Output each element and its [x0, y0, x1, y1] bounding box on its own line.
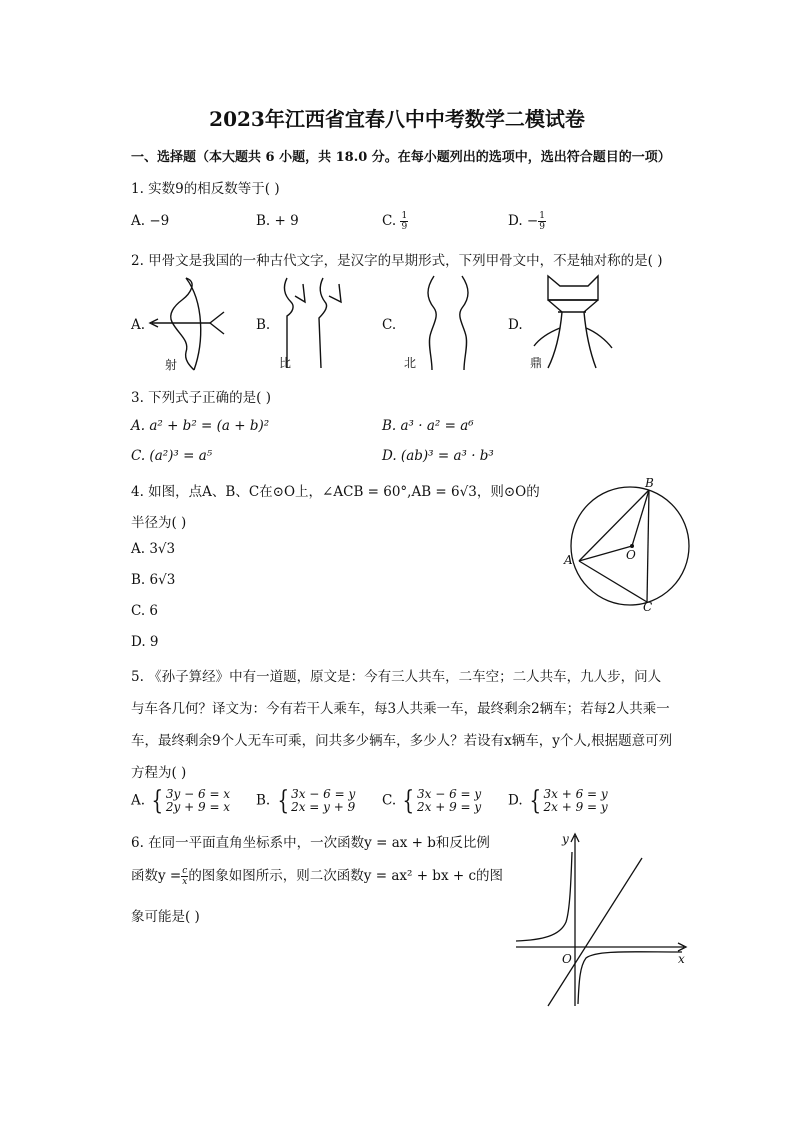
q5-option-d: D. { 3x + 6 = y 2x + 9 = y: [508, 786, 608, 816]
q1-option-d-label: D. −: [508, 213, 539, 229]
q1-option-d: [508, 211, 546, 232]
q3-option-c: C. (a²)³ = a⁵: [131, 448, 213, 464]
q6-line2-start: 函数y =: [131, 868, 182, 884]
point-label-b: B: [645, 476, 654, 490]
q4-option-d: D. 9: [131, 634, 159, 650]
point-label-a: A: [564, 553, 573, 567]
q3-option-b: B. a³ · a² = a⁶: [382, 418, 474, 434]
q5-line4: 方程为( ): [131, 765, 187, 781]
oracle-char-bi: 比: [279, 356, 292, 370]
q5-option-a-label: A.: [131, 792, 146, 809]
q5-option-a: A. { 3y − 6 = x 2y + 9 = x: [131, 786, 231, 816]
oracle-char-she: 射: [165, 358, 178, 372]
q5-line1: 5. 《孙子算经》中有一道题，原文是：今有三人共车，二车空；二人共车，九人步，问人: [131, 669, 662, 685]
q1-stem: 1. 实数9的相反数等于( ): [131, 181, 280, 197]
point-label-o: O: [626, 548, 636, 562]
q1-option-d-fraction: $\frac{1}{9}$: [539, 211, 545, 232]
q5-option-c-label: C.: [382, 792, 397, 809]
q6-line2-end: 的图象如图所示，则二次函数y = ax² + bx + c的图: [188, 868, 504, 884]
q3-stem: 3. 下列式子正确的是( ): [131, 390, 271, 406]
oracle-glyph-ding-icon: [530, 272, 620, 372]
circle-diagram: [560, 476, 700, 616]
oracle-char-ding: 鼎: [530, 356, 543, 370]
q3-option-d: D. (ab)³ = a³ · b³: [382, 448, 494, 464]
q4-option-a: A. 3√3: [131, 541, 176, 557]
q2-stem: 2. 甲骨文是我国的一种古代文字，是汉字的早期形式，下列甲骨文中，不是轴对称的是( ): [131, 253, 663, 269]
q4-option-b: B. 6√3: [131, 572, 176, 588]
q4-option-c: C. 6: [131, 603, 159, 619]
q3-option-a: A. a² + b² = (a + b)²: [131, 418, 270, 434]
q6-line3: 象可能是( ): [131, 909, 200, 925]
point-label-c: C: [643, 600, 653, 614]
q5-line3: 车，最终剩余9个人无车可乘，问共多少辆车，多少人？若设有x辆车，y个人,根据题意可列: [131, 733, 673, 749]
oracle-glyph-she-icon: [146, 272, 236, 372]
q1-option-c-fraction: $\frac{1}{9}$: [401, 211, 408, 232]
q6-line1: 6. 在同一平面直角坐标系中，一次函数y = ax + b和反比例: [131, 835, 490, 851]
q1-option-a: A. −9: [131, 213, 170, 229]
q2-option-d: D.: [508, 317, 523, 333]
q6-line2: [131, 864, 503, 887]
section-heading: 一、选择题（本大题共 6 小题，共 18.0 分。在每小题列出的选项中，选出符合题目的一项）: [131, 150, 671, 165]
q6-fraction: $\frac{c}{x}$: [182, 866, 188, 887]
q5-option-d-label: D.: [508, 792, 523, 809]
q1-option-b: B. + 9: [256, 213, 299, 229]
page-title: 2023年江西省宜春八中中考数学二模试卷: [209, 107, 585, 131]
axis-label-y: y: [562, 832, 569, 846]
q4-stem-line1: 4. 如图，点A、B、C在⊙O上，∠ACB = 60°,AB = 6√3，则⊙O的: [131, 484, 540, 500]
q5-option-b-label: B.: [256, 792, 271, 809]
q2-option-b: B.: [256, 317, 271, 333]
q5-line2: 与车各几何？译文为：今有若干人乘车，每3人共乘一车，最终剩余2辆车；若每2人共乘一: [131, 701, 670, 717]
oracle-glyph-bei-icon: [412, 272, 492, 372]
q2-option-c: C.: [382, 317, 397, 333]
q1-option-c-label: C.: [382, 213, 397, 229]
origin-label: O: [562, 952, 572, 966]
q1-option-c: [382, 211, 408, 232]
q4-stem-line2: 半径为( ): [131, 515, 187, 531]
axis-label-x: x: [678, 952, 685, 966]
q5-option-c: C. { 3x − 6 = y 2x + 9 = y: [382, 786, 482, 816]
oracle-char-bei: 北: [404, 356, 417, 370]
function-graph: [512, 830, 692, 1010]
q2-option-a: A.: [131, 317, 146, 333]
q5-option-b: B. { 3x − 6 = y 2x = y + 9: [256, 786, 356, 816]
